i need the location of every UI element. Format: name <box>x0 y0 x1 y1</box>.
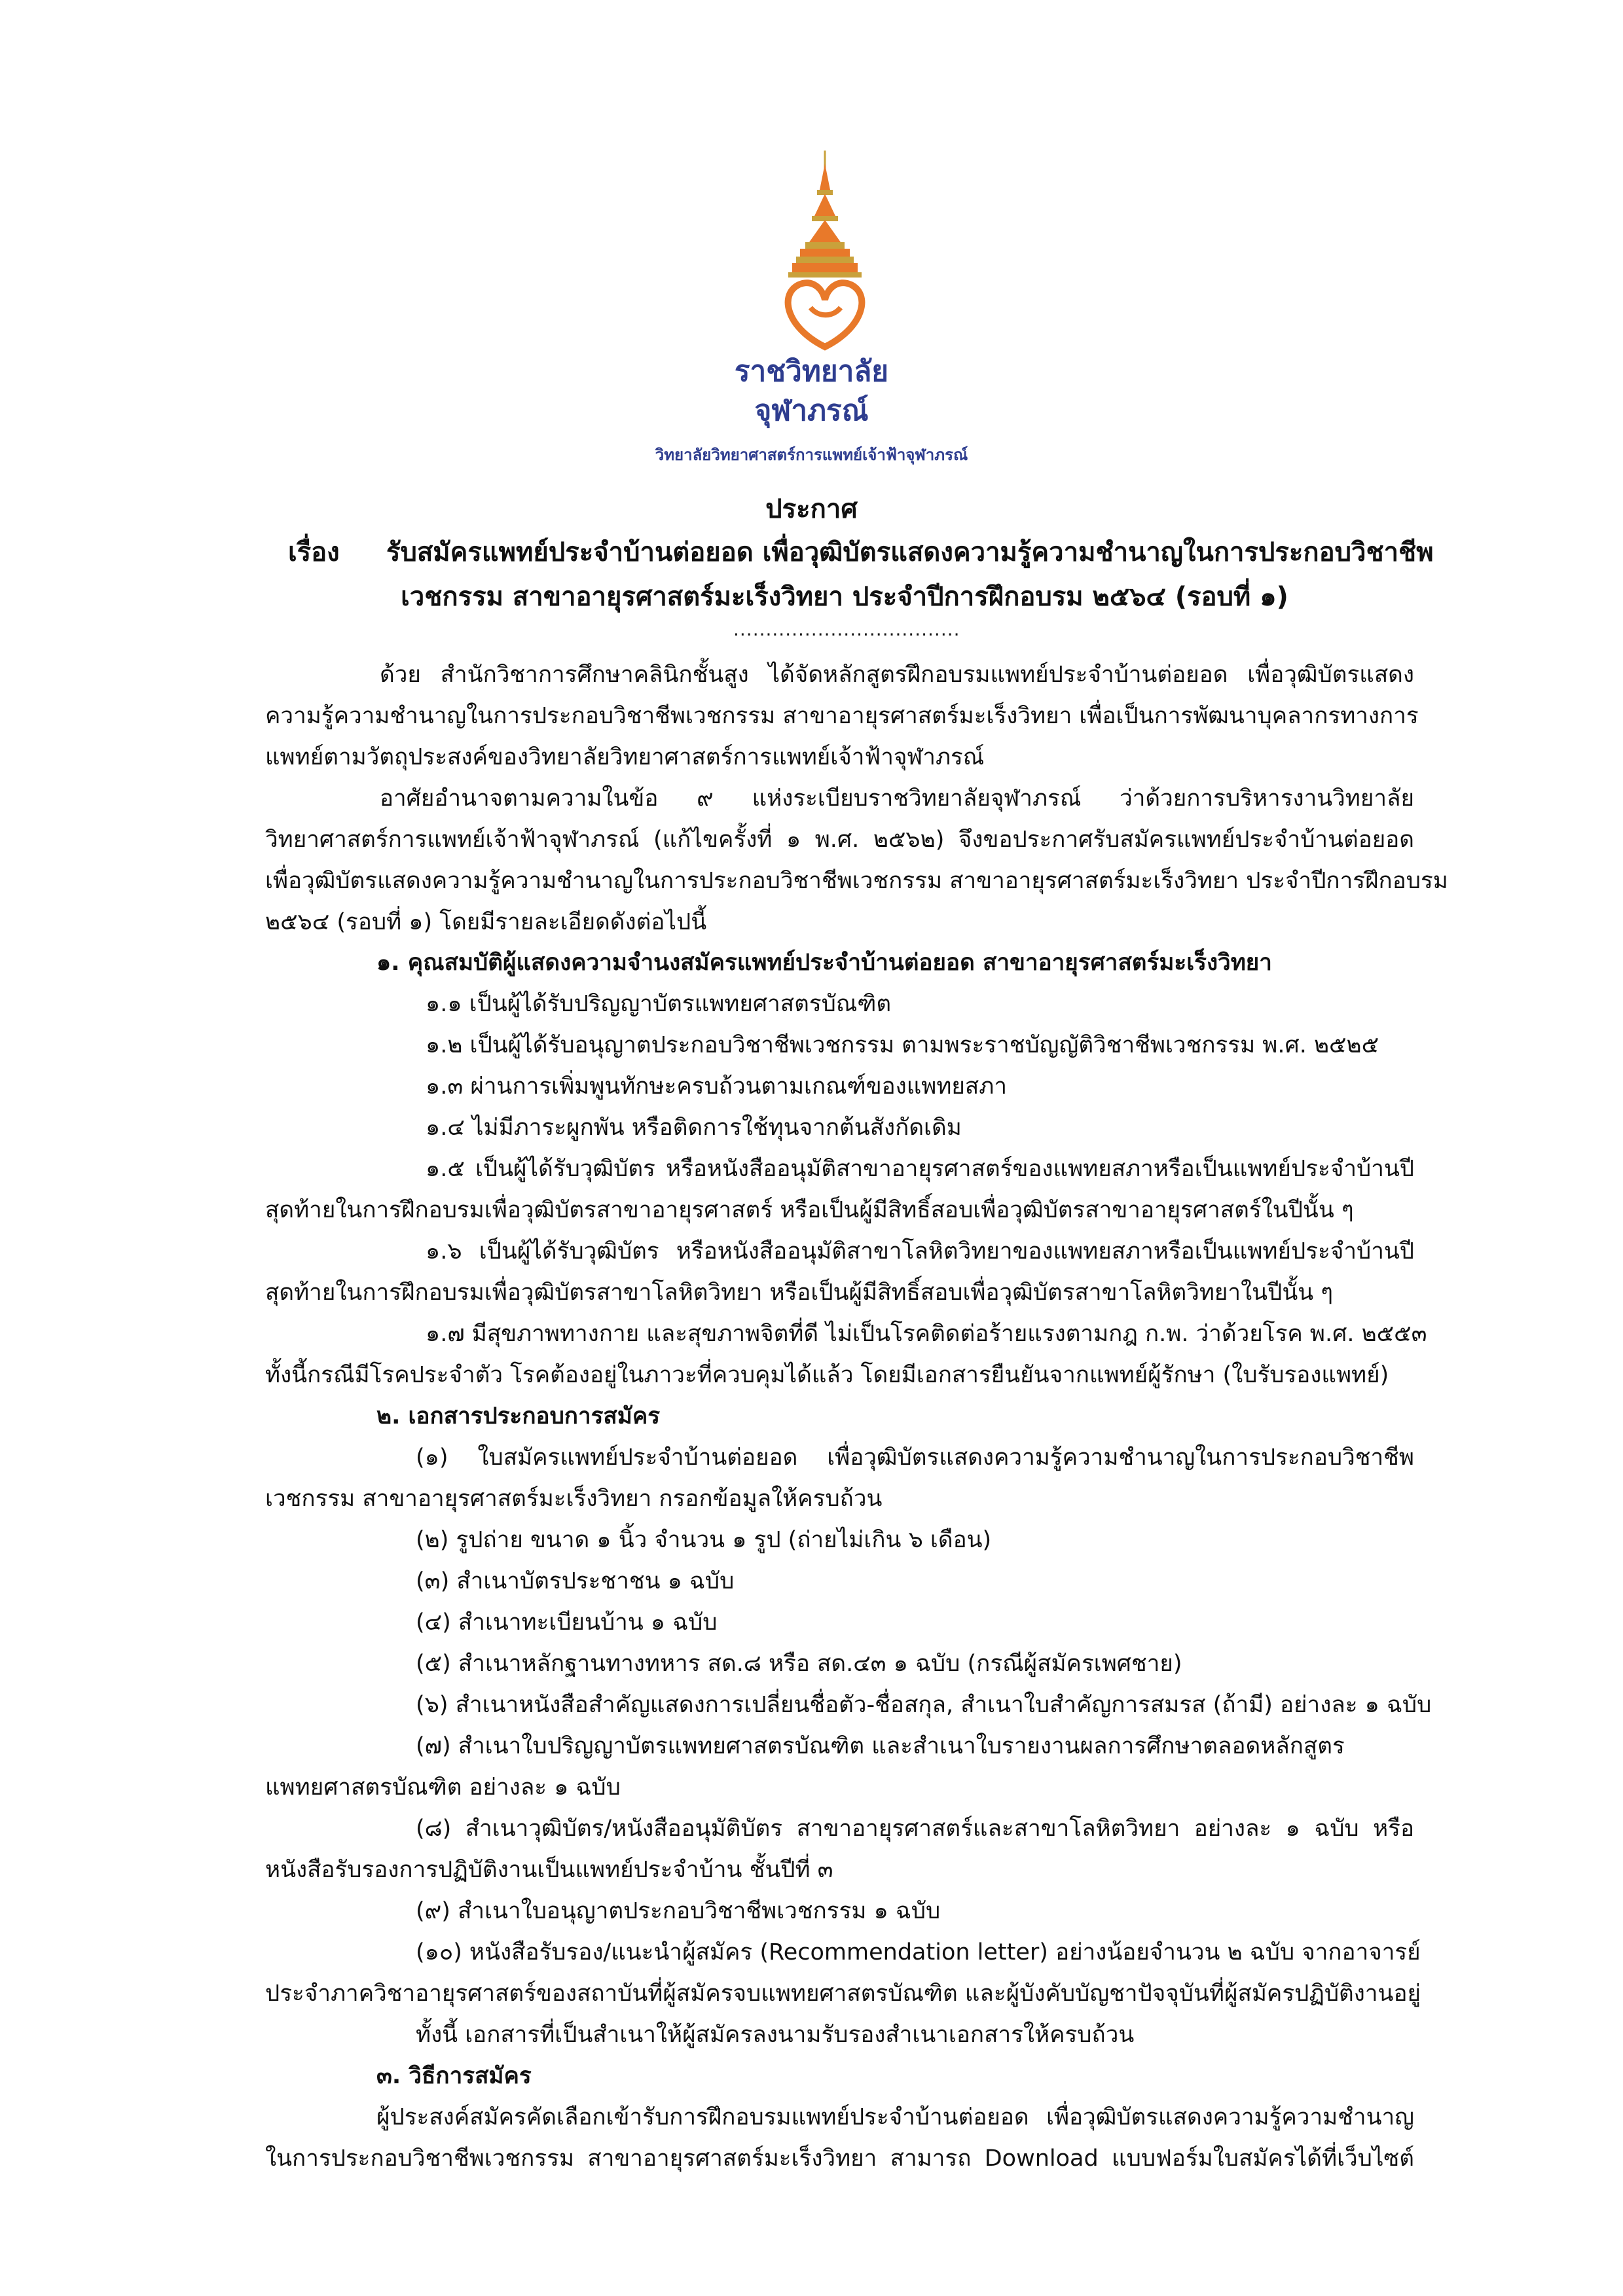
section-2-item-10-line-1: (๑๐) หนังสือรับรอง/แนะนำผู้สมัคร (Recommendation letter) อย่างน้อยจำนวน ๒ ฉบับ จากอาจารย์ <box>416 1939 1421 1965</box>
paragraph-1-line-1: ด้วย สำนักวิชาการศึกษาคลินิกชั้นสูง ได้จัดหลักสูตรฝึกอบรมแพทย์ประจำบ้านต่อยอด เพื่อวุฒิบัตรแสดง <box>380 662 1414 688</box>
section-2-item-5: (๕) สำเนาหลักฐานทางทหาร สด.๘ หรือ สด.๔๓ ๑ ฉบับ (กรณีผู้สมัครเพศชาย) <box>416 1651 1182 1677</box>
separator: ................................... <box>733 619 960 640</box>
section-2-title: ๒. เอกสารประกอบการสมัคร <box>376 1403 661 1429</box>
section-2-item-10-line-2: ประจำภาควิชาอายุรศาสตร์ของสถาบันที่ผู้สมัครจบแพทยศาสตรบัณฑิต และผู้บังคับบัญชาปัจจุบันที่ผู้สมัครปฏิบัติงานอยู่ <box>265 1981 1421 2007</box>
section-2-item-9: (๙) สำเนาใบอนุญาตประกอบวิชาชีพเวชกรรม ๑ ฉบับ <box>416 1898 941 1924</box>
section-1-item-2: ๑.๒ เป็นผู้ได้รับอนุญาตประกอบวิชาชีพเวชกรรม ตามพระราชบัญญัติวิชาชีพเวชกรรม พ.ศ. ๒๕๒๕ <box>426 1032 1379 1058</box>
section-2-item-7-line-2: แพทยศาสตรบัณฑิต อย่างละ ๑ ฉบับ <box>265 1774 621 1801</box>
section-1-item-7-line-2: ทั้งนี้กรณีมีโรคประจำตัว โรคต้องอยู่ในภาวะที่ควบคุมได้แล้ว โดยมีเอกสารยืนยันจากแพทย์ผู้รักษา (ใบรับรองแพทย์) <box>265 1362 1389 1388</box>
section-1-item-5-line-2: สุดท้ายในการฝึกอบรมเพื่อวุฒิบัตรสาขาอายุรศาสตร์ หรือเป็นผู้มีสิทธิ์สอบเพื่อวุฒิบัตรสาขาอายุรศาสตร์ในปีนั้น ๆ <box>265 1197 1354 1223</box>
announcement-heading: ประกาศ <box>765 494 858 524</box>
subject-line-1: รับสมัครแพทย์ประจำบ้านต่อยอด เพื่อวุฒิบัตรแสดงความรู้ความชำนาญในการประกอบวิชาชีพ <box>386 537 1434 567</box>
section-2-item-4: (๔) สำเนาทะเบียนบ้าน ๑ ฉบับ <box>416 1609 718 1636</box>
section-1-item-5-line-1: ๑.๕ เป็นผู้ได้รับวุฒิบัตร หรือหนังสืออนุมัติสาขาอายุรศาสตร์ของแพทยสภาหรือเป็นแพทย์ประจำบ้านปี <box>426 1156 1414 1182</box>
section-2-item-6: (๖) สำเนาหนังสือสำคัญแสดงการเปลี่ยนชื่อตัว-ชื่อสกุล, สำเนาใบสำคัญการสมรส (ถ้ามี) อย่างละ ๑ ฉบับ <box>416 1692 1432 1718</box>
section-2-item-7-line-1: (๗) สำเนาใบปริญญาบัตรแพทยศาสตรบัณฑิต และสำเนาใบรายงานผลการศึกษาตลอดหลักสูตร <box>416 1733 1345 1759</box>
paragraph-2-line-1: อาศัยอำนาจตามความในข้อ ๙ แห่งระเบียบราชวิทยาลัยจุฬาภรณ์ ว่าด้วยการบริหารงานวิทยาลัย <box>380 785 1414 812</box>
section-1-item-4: ๑.๔ ไม่มีภาระผูกพัน หรือติดการใช้ทุนจากต้นสังกัดเดิม <box>426 1115 962 1141</box>
paragraph-1-line-3: แพทย์ตามวัตถุประสงค์ของวิทยาลัยวิทยาศาสตร์การแพทย์เจ้าฟ้าจุฬาภรณ์ <box>265 744 985 770</box>
institution-subtitle: วิทยาลัยวิทยาศาสตร์การแพทย์เจ้าฟ้าจุฬาภรณ์ <box>655 446 968 464</box>
section-1-item-6-line-2: สุดท้ายในการฝึกอบรมเพื่อวุฒิบัตรสาขาโลหิตวิทยา หรือเป็นผู้มีสิทธิ์สอบเพื่อวุฒิบัตรสาขาโลหิตวิทยาในปีนั้น ๆ <box>265 1280 1334 1306</box>
chulabhorn-royal-crest-icon <box>759 151 890 367</box>
section-2-item-8-line-2: หนังสือรับรองการปฏิบัติงานเป็นแพทย์ประจำบ้าน ชั้นปีที่ ๓ <box>265 1857 833 1883</box>
institution-name-line2: จุฬาภรณ์ <box>754 394 869 427</box>
section-1-title: ๑. คุณสมบัติผู้แสดงความจำนงสมัครแพทย์ประจำบ้านต่อยอด สาขาอายุรศาสตร์มะเร็งวิทยา <box>376 950 1272 976</box>
paragraph-2-line-2: วิทยาศาสตร์การแพทย์เจ้าฟ้าจุฬาภรณ์ (แก้ไขครั้งที่ ๑ พ.ศ. ๒๕๖๒) จึงขอประกาศรับสมัครแพทย์ประจำบ้านต่อยอด <box>265 827 1414 853</box>
section-1-item-1: ๑.๑ เป็นผู้ได้รับปริญญาบัตรแพทยศาสตรบัณฑิต <box>426 991 892 1017</box>
section-1-item-3: ๑.๓ ผ่านการเพิ่มพูนทักษะครบถ้วนตามเกณฑ์ของแพทยสภา <box>426 1073 1008 1100</box>
section-2-item-3: (๓) สำเนาบัตรประชาชน ๑ ฉบับ <box>416 1568 735 1594</box>
section-1-item-7-line-1: ๑.๗ มีสุขภาพทางกาย และสุขภาพจิตที่ดี ไม่เป็นโรคติดต่อร้ายแรงตามกฎ ก.พ. ว่าด้วยโรค พ.ศ. ๒๕๕๓ <box>426 1321 1427 1347</box>
section-2-item-8-line-1: (๘) สำเนาวุฒิบัตร/หนังสืออนุมัติบัตร สาขาอายุรศาสตร์และสาขาโลหิตวิทยา อย่างละ ๑ ฉบับ หรือ <box>416 1816 1414 1842</box>
section-2-item-1-line-1: (๑) ใบสมัครแพทย์ประจำบ้านต่อยอด เพื่อวุฒิบัตรแสดงความรู้ความชำนาญในการประกอบวิชาชีพ <box>416 1444 1414 1471</box>
paragraph-2-line-3: เพื่อวุฒิบัตรแสดงความรู้ความชำนาญในการประกอบวิชาชีพเวชกรรม สาขาอายุรศาสตร์มะเร็งวิทยา ประจำปีการฝึกอบรม <box>265 868 1448 894</box>
section-2-item-1-line-2: เวชกรรม สาขาอายุรศาสตร์มะเร็งวิทยา กรอกข้อมูลให้ครบถ้วน <box>265 1486 883 1512</box>
section-3-line-1: ผู้ประสงค์สมัครคัดเลือกเข้ารับการฝึกอบรมแพทย์ประจำบ้านต่อยอด เพื่อวุฒิบัตรแสดงความรู้ความชำนาญ <box>376 2104 1414 2130</box>
section-3-line-2: ในการประกอบวิชาชีพเวชกรรม สาขาอายุรศาสตร์มะเร็งวิทยา สามารถ Download แบบฟอร์มใบสมัครได้ที่เว็บไซต์ <box>265 2145 1414 2172</box>
section-2-item-2: (๒) รูปถ่าย ขนาด ๑ นิ้ว จำนวน ๑ รูป (ถ่ายไม่เกิน ๖ เดือน) <box>416 1527 992 1553</box>
section-3-title: ๓. วิธีการสมัคร <box>376 2063 532 2089</box>
section-1-item-6-line-1: ๑.๖ เป็นผู้ได้รับวุฒิบัตร หรือหนังสืออนุมัติสาขาโลหิตวิทยาของแพทยสภาหรือเป็นแพทย์ประจำบ้านปี <box>426 1238 1414 1265</box>
subject-line-2: เวชกรรม สาขาอายุรศาสตร์มะเร็งวิทยา ประจำปีการฝึกอบรม ๒๕๖๔ (รอบที่ ๑) <box>401 582 1288 612</box>
institution-name-line1: ราชวิทยาลัย <box>734 355 889 388</box>
section-2-note: ทั้งนี้ เอกสารที่เป็นสำเนาให้ผู้สมัครลงนามรับรองสำเนาเอกสารให้ครบถ้วน <box>416 2022 1135 2048</box>
paragraph-1-line-2: ความรู้ความชำนาญในการประกอบวิชาชีพเวชกรรม สาขาอายุรศาสตร์มะเร็งวิทยา เพื่อเป็นการพัฒนาบุคลากรทางการ <box>265 703 1419 729</box>
subject-label: เรื่อง <box>288 537 340 567</box>
paragraph-2-line-4: ๒๕๖๔ (รอบที่ ๑) โดยมีรายละเอียดดังต่อไปนี้ <box>265 909 707 935</box>
